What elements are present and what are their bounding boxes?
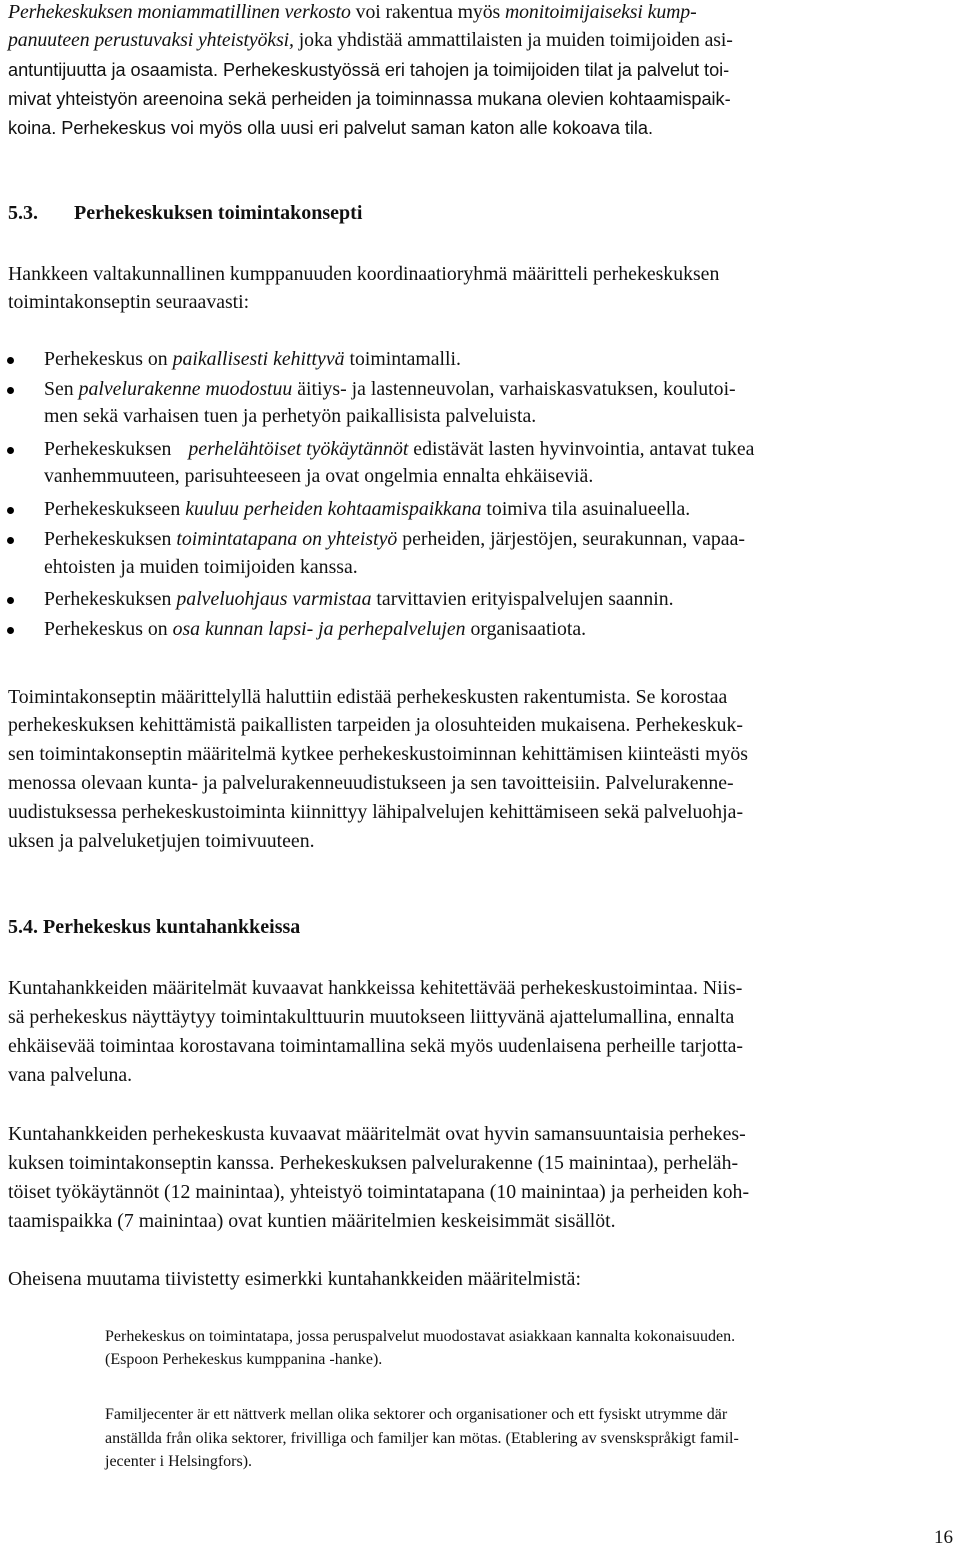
bullet-emphasis: perhelähtöiset työkäytännöt	[188, 438, 409, 460]
bullet-text: Perhekeskukseen	[44, 498, 186, 520]
section-number: 5.4.	[8, 916, 38, 938]
section-5-3-para-line-4: menossa olevaan kunta- ja palvelurakenneuudistukseen ja sen tavoitteisiin. Palvelurakenne-	[8, 772, 734, 794]
section-5-4-para1-line-4: vana palveluna.	[8, 1064, 133, 1086]
bullet-emphasis: toimintatapana on yhteistyö	[176, 528, 398, 550]
section-5-3-para-line-6: uksen ja palveluketjujen toimivuuteen.	[8, 830, 315, 852]
bullet-dot	[7, 357, 14, 364]
intro-line-1	[8, 0, 697, 26]
bullet-text: toimiva tila asuinalueella.	[481, 498, 691, 520]
section-5-4-para1-line-2: sä perhekeskus näyttäytyy toimintakulttuurin muutokseen liittyvänä ajattelumallina, ennalta	[8, 1006, 735, 1028]
bullet-item-6	[44, 585, 674, 613]
bullet-text: Perhekeskus on	[44, 618, 173, 640]
quote-2-line-1: Familjecenter är ett nättverk mellan olika sektorer och organisationer och ett fysiskt utrymme där	[105, 1406, 728, 1423]
intro-line-2	[8, 26, 733, 54]
section-heading-5-4	[8, 916, 300, 939]
section-5-4-para2-line-1: Kuntahankkeiden perhekeskusta kuvaavat määritelmät ovat hyvin samansuuntaisia perhekes-	[8, 1123, 746, 1145]
bullet-emphasis: palvelurakenne muodostuu	[78, 378, 293, 400]
bullet-item-3-continuation: vanhemmuuteen, parisuhteeseen ja ovat ongelmia ennalta ehkäiseviä.	[44, 465, 594, 487]
bullet-text: Perhekeskuksen	[44, 588, 177, 610]
bullet-text: perheiden, järjestöjen, seurakunnan, vapaa-	[397, 528, 745, 550]
bullet-emphasis: kuuluu perheiden kohtaamispaikkana	[185, 498, 482, 520]
section-5-4-para1-line-1: Kuntahankkeiden määritelmät kuvaavat hankkeissa kehitettävää perhekeskustoimintaa. Niis-	[8, 977, 743, 999]
bullet-item-2-continuation: men sekä varhaisen tuen ja perhetyön paikallisista palveluista.	[44, 405, 537, 427]
section-5-3-para-line-3: sen toimintakonseptin määritelmä kytkee perhekeskustoiminnan kehittämisen kiinteästi myös	[8, 743, 748, 765]
section-5-3-para-line-2: perhekeskuksen kehittämistä paikallisten tarpeiden ja olosuhteiden mukaisena. Perhekeskuk-	[8, 714, 743, 736]
section-5-4-para3: Oheisena muutama tiivistetty esimerkki kuntahankkeiden määritelmistä:	[8, 1268, 581, 1290]
bullet-text: Sen	[44, 378, 79, 400]
bullet-text: edistävät lasten hyvinvointia, antavat tukea	[408, 438, 755, 460]
section-5-4-para2-line-2: kuksen toimintakonseptin kanssa. Perhekeskuksen palvelurakenne (15 mainintaa), perheläh-	[8, 1152, 739, 1174]
intro-text: voi rakentua myös	[350, 1, 505, 23]
bullet-dot	[7, 597, 14, 604]
bullet-dot	[7, 447, 14, 454]
bullet-emphasis: paikallisesti kehittyvä	[172, 348, 345, 370]
bullet-text: Perhekeskus on	[44, 348, 173, 370]
quote-1-line-1: Perhekeskus on toimintatapa, jossa peruspalvelut muodostavat asiakkaan kannalta kokonaisuuden.	[105, 1328, 736, 1345]
quote-1-line-2: (Espoon Perhekeskus kumppanina -hanke).	[105, 1351, 383, 1368]
bullet-text: äitiys- ja lastenneuvolan, varhaiskasvatuksen, koulutoi-	[292, 378, 736, 400]
intro-line-3: antuntijuutta ja osaamista. Perhekeskustyössä eri tahojen ja toimijoiden tilat ja palvelut toi-	[8, 60, 730, 80]
intro-line-5: koina. Perhekeskus voi myös olla uusi eri palvelut saman katon alle kokoava tila.	[8, 118, 653, 138]
section-number: 5.3.	[8, 202, 38, 224]
section-5-3-para-line-5: uudistuksessa perhekeskustoiminta kiinnittyy lähipalvelujen kehittämiseen sekä palveluohja-	[8, 801, 744, 823]
bullet-dot	[7, 537, 14, 544]
intro-text: joka yhdistää ammattilaisten ja muiden toimijoiden asi-	[293, 29, 733, 51]
bullet-text: Perhekeskuksen	[44, 528, 177, 550]
bullet-item-4	[44, 495, 690, 523]
bullet-emphasis: osa kunnan lapsi- ja perhepalvelujen	[172, 618, 466, 640]
section-5-3-intro-line-2: toimintakonseptin seuraavasti:	[8, 291, 250, 313]
intro-line-4: mivat yhteistyön areenoina sekä perheiden ja toiminnassa mukana olevien kohtaamispaik-	[8, 89, 731, 109]
bullet-item-3	[44, 435, 754, 463]
bullet-dot	[7, 507, 14, 514]
intro-italic-panuuteen: panuuteen perustuvaksi yhteistyöksi,	[8, 29, 294, 51]
bullet-item-2	[44, 375, 736, 403]
bullet-item-5-continuation: ehtoisten ja muiden toimijoiden kanssa.	[44, 556, 358, 578]
quote-2-line-2: anställda från olika sektorer, frivilliga och familjer kan mötas. (Etablering av svenskspråkigt famil-	[105, 1430, 739, 1447]
bullet-emphasis: palveluohjaus varmistaa	[176, 588, 372, 610]
intro-italic-monitoimijaiseksi: monitoimijaiseksi kump-	[504, 1, 697, 23]
section-title: Perhekeskus kuntahankkeissa	[43, 916, 301, 938]
intro-italic-verkosto: Perhekeskuksen moniammatillinen verkosto	[8, 1, 351, 23]
section-heading-5-3	[8, 202, 362, 225]
section-title: Perhekeskuksen toimintakonsepti	[74, 202, 363, 224]
bullet-text: Perhekeskuksen	[44, 438, 177, 460]
bullet-item-7	[44, 615, 586, 643]
section-5-3-para-line-1: Toimintakonseptin määrittelyllä haluttiin edistää perhekeskusten rakentumista. Se korostaa	[8, 686, 728, 708]
bullet-dot	[7, 387, 14, 394]
section-5-4-para2-line-4: taamispaikka (7 mainintaa) ovat kuntien määritelmien keskeisimmät sisällöt.	[8, 1210, 616, 1232]
section-5-4-para2-line-3: töiset työkäytännöt (12 mainintaa), yhteistyö toimintatapana (10 mainintaa) ja perheiden koh-	[8, 1181, 750, 1203]
bullet-text: tarvittavien erityispalvelujen saannin.	[371, 588, 674, 610]
quote-2-line-3: jecenter i Helsingfors).	[105, 1453, 253, 1470]
section-5-3-intro-line-1: Hankkeen valtakunnallinen kumppanuuden koordinaatioryhmä määritteli perhekeskuksen	[8, 263, 720, 285]
bullet-item-5	[44, 525, 745, 553]
bullet-dot	[7, 627, 14, 634]
bullet-item-1	[44, 345, 461, 373]
page-number: 16	[934, 1527, 953, 1548]
bullet-text: toimintamalli.	[344, 348, 461, 370]
bullet-text: organisaatiota.	[465, 618, 587, 640]
section-5-4-para1-line-3: ehkäisevää toimintaa korostavana toimintamallina sekä myös uudenlaisena perheille tarjotta-	[8, 1035, 743, 1057]
